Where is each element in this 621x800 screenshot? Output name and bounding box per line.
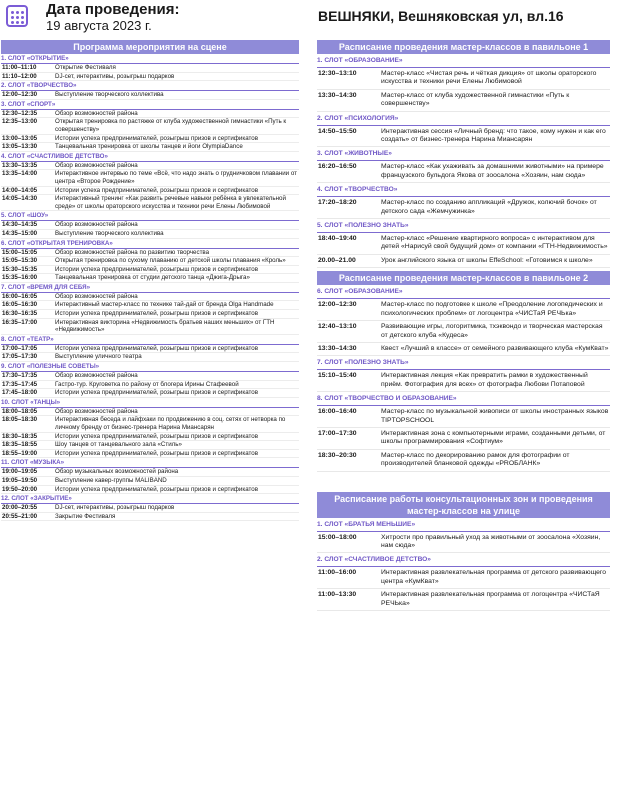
description-cell: Обзор возможностей района	[55, 372, 138, 380]
schedule-row	[1, 301, 299, 310]
description-cell: Хитрости про правильный уход за животными от зоосалона «Хозяин, нам сюда»	[381, 533, 601, 549]
calendar-icon	[6, 5, 28, 27]
schedule-row	[1, 187, 299, 196]
schedule-row	[317, 126, 610, 148]
schedule-row	[1, 64, 299, 73]
time-cell: 11:10–12:00	[2, 72, 37, 80]
description-cell: Гастро-тур. Круговетка по району от блогера Ирины Стафеевой	[55, 380, 239, 388]
description-cell: Истории успеха предпринимателей, розыгрыш призов и сертификатов	[55, 310, 258, 318]
description-cell: Интерактивная развлекательная программа от логоцентра «ЧИСТаЯ РЕЧЬка»	[381, 591, 600, 607]
slot-header: 3. СЛОТ «ЖИВОТНЫЕ»	[317, 147, 610, 161]
time-cell: 17:05–17:30	[2, 353, 38, 361]
slot-header: 2. СЛОТ «ПСИХОЛОГИЯ»	[317, 112, 610, 126]
time-cell: 14:35–15:00	[2, 229, 38, 237]
schedule-row	[1, 381, 299, 390]
schedule-row	[317, 161, 610, 183]
schedule-row	[1, 372, 299, 381]
schedule-row	[317, 90, 610, 112]
date-value: 19 августа 2023 г.	[46, 18, 152, 33]
time-cell: 20:00–20:55	[2, 504, 38, 512]
description-cell: Мастер-класс «Чистая речь и чёткая дикция» от школы ораторского искусства и техники речи Елены Любимовой	[381, 70, 597, 86]
description-cell: Обзор возможностей района	[55, 221, 138, 229]
pavilion-1-schedule	[317, 40, 610, 268]
description-cell: Мастер-класс «Как ухаживать за домашними животными» на примере французского бульдога Якова от зоосалона «Хозяин, нам сюда»	[381, 163, 604, 179]
time-cell: 15:30–15:35	[2, 265, 38, 273]
schedule-row	[1, 345, 299, 354]
time-cell: 14:00–14:05	[2, 186, 38, 194]
schedule-row	[317, 428, 610, 450]
schedule-row	[1, 433, 299, 442]
description-cell: DJ-сет, интерактивы, розыгрыш подарков	[55, 504, 175, 512]
description-cell: Выступление творческого коллектива	[55, 229, 164, 237]
schedule-row	[1, 450, 299, 459]
slot-header: 1. СЛОТ «ОТКРЫТИЕ»	[1, 54, 299, 64]
time-cell: 19:00–19:05	[2, 468, 38, 476]
description-cell: Шоу танцев от танцевального зала «Стиль»	[55, 441, 182, 449]
description-cell: Урок английского языка от школы EffeSchool: «Готовимся к школе»	[381, 256, 593, 264]
time-cell: 18:40–19:40	[318, 235, 357, 243]
section-title: Программа мероприятия на сцене	[1, 40, 299, 54]
schedule-row	[317, 343, 610, 356]
time-cell: 12:30–12:35	[2, 109, 38, 117]
description-cell: Обзор возможностей района	[55, 109, 138, 117]
time-cell: 20:55–21:00	[2, 512, 38, 520]
time-cell: 16:20–16:50	[318, 163, 357, 171]
schedule-row	[1, 230, 299, 239]
time-cell: 16:05–16:30	[2, 301, 38, 309]
schedule-row	[317, 255, 610, 268]
time-cell: 13:30–14:30	[318, 91, 357, 99]
time-cell: 18:55–19:00	[2, 449, 38, 457]
schedule-row	[317, 450, 610, 472]
slot-header: 5. СЛОТ «ПОЛЕЗНО ЗНАТЬ»	[317, 219, 610, 233]
schedule-row	[1, 477, 299, 486]
time-cell: 13:35–14:00	[2, 170, 38, 178]
description-cell: Интерактивная викторина «Недвижимость братьев наших меньших» от ГТН «Недвижимость»	[55, 318, 275, 334]
time-cell: 15:35–16:00	[2, 274, 38, 282]
slot-header: 4. СЛОТ «СЧАСТЛИВОЕ ДЕТСТВО»	[1, 152, 299, 162]
schedule-row	[1, 416, 299, 432]
description-cell: Мастер-класс по музыкальной живописи от школы иностранных языков TIPTOPSCHOOL	[381, 408, 609, 424]
description-cell: Мастер-класс «Решение квартирного вопроса» с интерактивом для детей «Нарисуй свой будущий дом» от компании «ГТН-Недвижимость»	[381, 235, 608, 251]
time-cell: 14:05–14:30	[2, 195, 38, 203]
description-cell: Интерактивная беседа и лайфхаки по продвижению в соц. сетях от нетворка по личному бренду от бизнес-тренера Нарина Миансарян	[55, 416, 286, 431]
schedule-row	[1, 249, 299, 258]
description-cell: Обзор возможностей района	[55, 161, 138, 169]
slot-header: 1. СЛОТ «ОБРАЗОВАНИЕ»	[317, 54, 610, 68]
slot-header: 7. СЛОТ «ВРЕМЯ ДЛЯ СЕБЯ»	[1, 283, 299, 293]
description-cell: Выступление творческого коллектива	[55, 91, 164, 99]
time-cell: 17:45–18:00	[2, 389, 38, 397]
spacer	[317, 472, 610, 492]
description-cell: Мастер-класс от клуба художественной гимнастики «Путь к совершенству»	[381, 91, 570, 108]
schedule-row	[317, 233, 610, 255]
time-cell: 16:00–16:05	[2, 292, 38, 300]
time-cell: 17:00–17:05	[2, 344, 38, 352]
schedule-row	[1, 257, 299, 266]
description-cell: Выступление уличного театра	[55, 353, 142, 361]
schedule-row	[317, 299, 610, 321]
time-cell: 14:50–15:50	[318, 127, 357, 135]
date-label: Дата проведения:	[46, 1, 180, 18]
schedule-row	[1, 221, 299, 230]
slot-header: 8. СЛОТ «ТЕАТР»	[1, 335, 299, 345]
time-cell: 15:00–18:00	[318, 533, 357, 541]
schedule-row	[1, 441, 299, 450]
description-cell: Развивающие игры, логоритмика, тхэквондо и творческая мастерская от детского клуба «Кудеса»	[381, 323, 603, 339]
description-cell: Интерактивная развлекательная программа от детского развивающего центра «КумКват»	[381, 569, 606, 585]
description-cell: Обзор возможностей района по развитию творчества	[55, 248, 210, 256]
slot-header: 10. СЛОТ «ТАНЦЫ»	[1, 398, 299, 408]
schedule-row	[1, 319, 299, 335]
slot-header: 1. СЛОТ «БРАТЬЯ МЕНЬШИЕ»	[317, 518, 610, 532]
description-cell: Истории успеха предпринимателей, розыгрыш призов и сертификатов	[55, 389, 258, 397]
page-header	[0, 0, 621, 38]
street-schedule	[317, 492, 610, 611]
time-cell: 16:35–17:00	[2, 318, 38, 326]
schedule-row	[317, 406, 610, 428]
schedule-row	[1, 504, 299, 513]
time-cell: 15:05–15:30	[2, 257, 38, 265]
time-cell: 16:30–16:35	[2, 310, 38, 318]
slot-header: 3. СЛОТ «СПОРТ»	[1, 100, 299, 110]
slot-header: 2. СЛОТ «СЧАСТЛИВОЕ ДЕТСТВО»	[317, 553, 610, 567]
schedule-row	[1, 73, 299, 82]
description-cell: Обзор музыкальных возможностей района	[55, 468, 179, 476]
description-cell: Обзор возможностей района	[55, 407, 138, 415]
time-cell: 18:05–18:30	[2, 416, 38, 424]
time-cell: 17:35–17:45	[2, 380, 38, 388]
slot-header: 12. СЛОТ «ЗАКРЫТИЕ»	[1, 494, 299, 504]
description-cell: Закрытие Фестиваля	[55, 512, 116, 520]
description-cell: Интерактивная зона с компьютерными играми, созданными детьми, от школы программирования «Софтиум»	[381, 429, 606, 446]
schedule-row	[1, 162, 299, 171]
time-cell: 20.00–21.00	[318, 256, 356, 264]
slot-header: 9. СЛОТ «ПОЛЕЗНЫЕ СОВЕТЫ»	[1, 362, 299, 372]
description-cell: Танцевальная тренировка от школы танцев и йоги OlympiaDance	[55, 143, 243, 151]
description-cell: Открытие Фестиваля	[55, 64, 116, 71]
schedule-row	[317, 370, 610, 392]
slot-header: 8. СЛОТ «ТВОРЧЕСТВО И ОБРАЗОВАНИЕ»	[317, 392, 610, 406]
time-cell: 11:00–11:10	[2, 64, 37, 71]
pavilion-schedules	[317, 40, 610, 611]
pavilion-2-schedule	[317, 271, 610, 471]
description-cell: Интерактивный мастер-класс по технике тай-дай от бренда Olga Handmade	[55, 301, 274, 309]
time-cell: 13:30–13:35	[2, 161, 38, 169]
time-cell: 16:00–16:40	[318, 408, 357, 416]
schedule-row	[317, 589, 610, 611]
description-cell: Открытая тренировка по сухому плаванию от детской школы плавания «Кроль»	[55, 257, 286, 265]
time-cell: 19:05–19:50	[2, 476, 38, 484]
description-cell: Истории успеха предпринимателей, розыгрыш призов и сертификатов	[55, 432, 258, 440]
schedule-row	[1, 389, 299, 398]
schedule-row	[1, 118, 299, 134]
time-cell: 18:00–18:05	[2, 407, 38, 415]
time-cell: 14:30–14:35	[2, 221, 38, 229]
description-cell: Квест «Лучший в классе» от семейного развивающего клуба «КумКват»	[381, 344, 609, 352]
time-cell: 17:20–18:20	[318, 199, 357, 207]
schedule-row	[1, 408, 299, 417]
description-cell: Интерактивная сессия «Личный бренд: что такое, кому нужен и как его создать» от бизнес-тренера Нарина Миансарян	[381, 127, 606, 144]
schedule-row	[1, 274, 299, 283]
slot-header: 5. СЛОТ «ШОУ»	[1, 211, 299, 221]
section-title: Расписание проведения мастер-классов в павильоне 1	[317, 40, 610, 54]
time-cell: 11:00–13:30	[318, 591, 357, 599]
slot-header: 2. СЛОТ «ТВОРЧЕСТВО»	[1, 81, 299, 91]
time-cell: 12:00–12:30	[318, 301, 357, 309]
time-cell: 12:35–13:00	[2, 118, 38, 126]
time-cell: 18:30–18:35	[2, 432, 38, 440]
time-cell: 12:00–12:30	[2, 91, 38, 99]
schedule-row	[317, 68, 610, 90]
schedule-row	[1, 195, 299, 211]
description-cell: Мастер-класс по созданию аппликаций «Дружок, колючий бочок» от детского сада «Жемчужинка»	[381, 199, 597, 215]
time-cell: 17:00–17:30	[318, 429, 357, 437]
schedule-row	[317, 532, 610, 554]
slot-header: 4. СЛОТ «ТВОРЧЕСТВО»	[317, 183, 610, 197]
schedule-row	[1, 353, 299, 362]
location-title: ВЕШНЯКИ, Вешняковская ул, вл.16	[318, 8, 564, 24]
time-cell: 12:40–13:10	[318, 323, 357, 331]
description-cell: Интерактивное интервью по теме «Всё, что надо знать о грудничковом плавании от центра «Второе Рождение»	[55, 170, 297, 185]
schedule-row	[1, 486, 299, 495]
stage-program	[1, 40, 299, 521]
description-cell: Открытая тренировка по растяжке от клуба художественной гимнастики «Путь к совершенству»	[55, 118, 287, 133]
time-cell: 11:00–16:00	[318, 569, 357, 577]
schedule-row	[1, 468, 299, 477]
time-cell: 15:10–15:40	[318, 372, 357, 380]
time-cell: 18:30–20:30	[318, 451, 357, 459]
description-cell: Обзор возможностей района	[55, 292, 138, 300]
description-cell: Истории успеха предпринимателей, розыгрыш призов и сертификатов	[55, 186, 258, 194]
description-cell: Мастер-класс по декорированию рамок для фотографии от производителей бланковой одежды «PROБЛАНК»	[381, 451, 570, 468]
description-cell: Интерактивная лекция «Как превратить рамки в художественный приём. Фотография для всех» от фотографа Любови Потаповой	[381, 372, 588, 388]
description-cell: Истории успеха предпринимателей, розыгрыш призов и сертификатов	[55, 485, 258, 493]
description-cell: Интерактивный тренинг «Как развить речевые навыки ребёнка в увлекательной среде» от школы ораторского искусства и техники речи Елены Любимовой	[55, 195, 286, 210]
schedule-row	[1, 266, 299, 275]
time-cell: 12:30–13:10	[318, 70, 357, 77]
time-cell: 17:30–17:35	[2, 372, 38, 380]
description-cell: Танцевальная тренировка от студии детского танца «Джига-Дрыга»	[55, 274, 250, 282]
schedule-row	[1, 143, 299, 152]
slot-header: 6. СЛОТ «ОБРАЗОВАНИЕ»	[317, 285, 610, 299]
slot-header: 6. СЛОТ «ОТКРЫТАЯ ТРЕНИРОВКА»	[1, 239, 299, 249]
schedule-row	[1, 110, 299, 119]
time-cell: 13:05–13:30	[2, 143, 38, 151]
time-cell: 15:00–15:05	[2, 248, 38, 256]
section-title: Расписание работы консультационных зон и проведения мастер-классов на улице	[317, 492, 610, 518]
description-cell: Выступление кавер-группы MALIBAND	[55, 476, 167, 484]
time-cell: 18:35–18:55	[2, 441, 38, 449]
description-cell: Мастер-класс по подготовке к школе «Преодоление логопедических и психологических проблем» от логоцентра «ЧИСТаЯ РЕЧЬка»	[381, 301, 603, 317]
time-cell: 13:30–14:30	[318, 344, 357, 352]
slot-header: 11. СЛОТ «МУЗЫКА»	[1, 458, 299, 468]
schedule-row	[1, 293, 299, 302]
slot-header: 7. СЛОТ «ПОЛЕЗНО ЗНАТЬ»	[317, 356, 610, 370]
schedule-row	[317, 321, 610, 343]
schedule-row	[1, 170, 299, 186]
description-cell: Истории успеха предпринимателей, розыгрыш призов и сертификатов	[55, 344, 258, 352]
time-cell: 13:00–13:05	[2, 134, 38, 142]
description-cell: DJ-сет, интерактивы, розыгрыш подарков	[55, 72, 175, 80]
schedule-row	[1, 135, 299, 144]
schedule-row	[1, 513, 299, 522]
schedule-row	[1, 91, 299, 100]
schedule-row	[317, 197, 610, 219]
description-cell: Истории успеха предпринимателей, розыгрыш призов и сертификатов	[55, 449, 258, 457]
schedule-row	[1, 310, 299, 319]
schedule-row	[317, 567, 610, 589]
time-cell: 19:50–20:00	[2, 485, 38, 493]
description-cell: Истории успеха предпринимателей, розыгрыш призов и сертификатов	[55, 265, 258, 273]
description-cell: Истории успеха предпринимателей, розыгрыш призов и сертификатов	[55, 134, 258, 142]
section-title: Расписание проведения мастер-классов в павильоне 2	[317, 271, 610, 285]
